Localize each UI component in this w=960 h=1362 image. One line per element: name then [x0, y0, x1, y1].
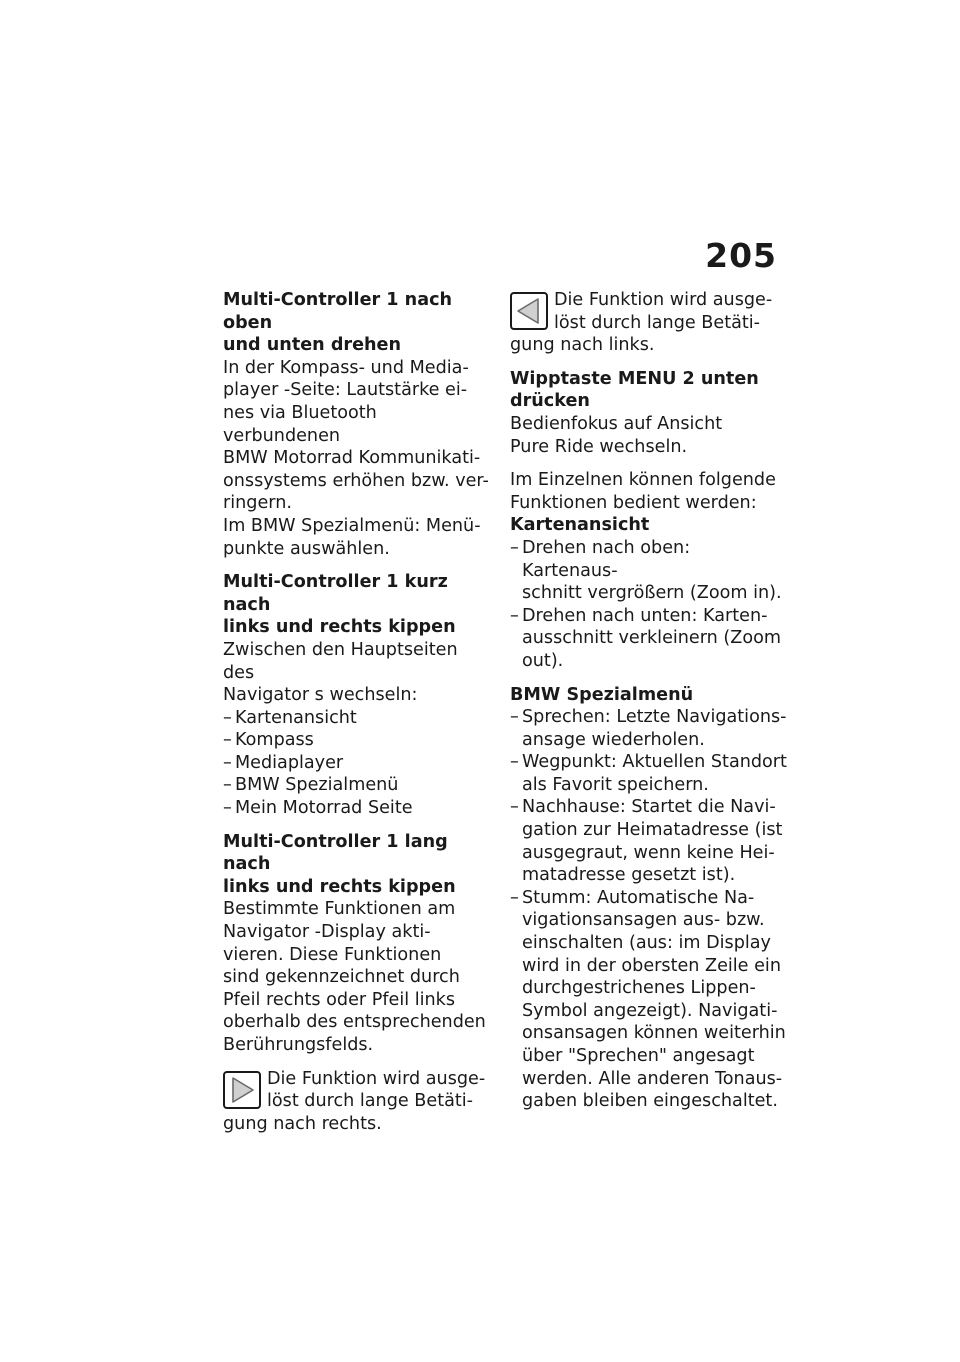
section-heading	[223, 831, 491, 899]
body-line: In der Kompass- und Media-	[223, 357, 469, 378]
heading-line: und unten drehen	[223, 335, 401, 356]
item-line: gaben bleiben eingeschaltet.	[522, 1091, 778, 1112]
note-line: löst durch lange Betäti-	[554, 312, 761, 333]
list-item	[510, 887, 790, 1113]
list-item	[510, 537, 790, 605]
item-line: out).	[522, 650, 564, 671]
section-body	[510, 469, 790, 514]
list-item: – Kartenansicht	[223, 707, 491, 730]
left-column	[223, 289, 491, 1135]
list-item: – Mein Motorrad Seite	[223, 797, 491, 820]
item-line: als Favorit speichern.	[522, 774, 709, 795]
section-functions	[510, 469, 790, 672]
item-line: – Stumm: Automatische Na-	[522, 887, 755, 908]
item-line: – Nachhause: Startet die Navi-	[522, 797, 776, 818]
item-line: wird in der obersten Zeile ein	[522, 955, 781, 976]
body-line: BMW Motorrad Kommunikati-	[223, 448, 481, 469]
note-line: gung nach links.	[510, 335, 655, 356]
section-bmw-special-menu	[510, 684, 790, 1113]
section-multi-controller-rotate	[223, 289, 491, 560]
special-menu-list	[510, 706, 790, 1113]
section-heading	[223, 289, 491, 357]
note-long-press-left	[510, 289, 790, 357]
item-line: ansage wiederholen.	[522, 729, 705, 750]
item-line: matadresse gesetzt ist).	[522, 865, 736, 886]
body-line: player -Seite: Lautstärke ei-	[223, 380, 468, 401]
item-line: durchgestrichenes Lippen-	[522, 978, 756, 999]
item-line: schnitt vergrößern (Zoom in).	[522, 583, 782, 604]
right-column	[510, 289, 790, 1113]
heading-line: links und rechts kippen	[223, 876, 456, 897]
body-line: punkte auswählen.	[223, 538, 390, 559]
heading-line: drücken	[510, 391, 590, 412]
list-item: – Kompass	[223, 729, 491, 752]
body-line: nes via Bluetooth verbundenen	[223, 402, 377, 446]
body-line: Zwischen den Hauptseiten des	[223, 639, 458, 683]
section-heading	[510, 368, 790, 413]
item-line: – Drehen nach unten: Karten-	[522, 605, 768, 626]
body-line: Berührungsfelds.	[223, 1035, 374, 1055]
arrow-right-icon	[223, 1071, 261, 1109]
body-line: Bedienfokus auf Ansicht	[510, 413, 723, 434]
section-body	[223, 898, 491, 1056]
heading-line: Multi-Controller 1 kurz nach	[223, 572, 448, 615]
note-line: Die Funktion wird ausge-	[267, 1068, 486, 1089]
body-line: oberhalb des entsprechenden	[223, 1012, 486, 1033]
section-heading: BMW Spezialmenü	[510, 684, 694, 705]
body-line: onssystems erhöhen bzw. ver-	[223, 470, 489, 491]
body-line: ringern.	[223, 493, 292, 514]
body-line: Funktionen bedient werden:	[510, 492, 757, 513]
item-line: ausschnitt verkleinern (Zoom	[522, 628, 782, 649]
body-line: Im Einzelnen können folgende	[510, 470, 776, 491]
heading-line: Multi-Controller 1 lang nach	[223, 831, 448, 875]
list-item	[510, 706, 790, 751]
section-multi-controller-short-tilt	[223, 571, 491, 820]
section-body	[223, 639, 491, 707]
list-item	[510, 751, 790, 796]
item-line: – Drehen nach oben: Kartenaus-	[522, 537, 691, 581]
heading-line: Wipptaste MENU 2 unten	[510, 368, 759, 389]
section-heading	[223, 571, 491, 639]
item-line: über "Sprechen" angesagt	[522, 1046, 755, 1066]
note-line: löst durch lange Betäti-	[267, 1091, 474, 1112]
note-line: Die Funktion wird ausge-	[554, 290, 773, 310]
item-line: – Wegpunkt: Aktuellen Standort	[522, 752, 787, 773]
body-line: Pfeil rechts oder Pfeil links	[223, 989, 456, 1010]
section-rocker-menu	[510, 368, 790, 458]
body-line: sind gekennzeichnet durch	[223, 967, 460, 988]
section-multi-controller-long-tilt	[223, 831, 491, 1057]
section-body	[510, 413, 790, 458]
body-line: Navigator s wechseln:	[223, 685, 418, 706]
item-line: vigationsansagen aus- bzw.	[522, 910, 765, 931]
item-line: ausgegraut, wenn keine Hei-	[522, 842, 775, 863]
list-item	[510, 796, 790, 886]
sub-heading: Kartenansicht	[510, 515, 650, 536]
item-line: onsansagen können weiterhin	[522, 1023, 786, 1044]
heading-line: links und rechts kippen	[223, 617, 456, 638]
body-line: vieren. Diese Funktionen	[223, 944, 442, 965]
heading-line: Multi-Controller 1 nach oben	[223, 290, 453, 333]
page-list	[223, 707, 491, 820]
list-item: – Mediaplayer	[223, 752, 491, 775]
item-line: gation zur Heimatadresse (ist	[522, 820, 783, 841]
note-line: gung nach rechts.	[223, 1113, 382, 1134]
page-number: 205	[705, 236, 777, 275]
map-function-list	[510, 537, 790, 673]
item-line: – Sprechen: Letzte Navigations-	[522, 707, 787, 728]
list-item	[510, 605, 790, 673]
section-body	[223, 357, 491, 560]
item-line: werden. Alle anderen Tonaus-	[522, 1068, 783, 1089]
body-line: Im BMW Spezialmenü: Menü-	[223, 515, 481, 536]
item-line: Symbol angezeigt). Navigati-	[522, 1000, 778, 1021]
arrow-left-icon	[510, 292, 548, 330]
item-line: einschalten (aus: im Display	[522, 933, 771, 954]
body-line: Pure Ride wechseln.	[510, 436, 688, 457]
body-line: Navigator -Display akti-	[223, 922, 431, 943]
body-line: Bestimmte Funktionen am	[223, 899, 456, 920]
note-long-press-right	[223, 1068, 491, 1136]
list-item: – BMW Spezialmenü	[223, 774, 491, 797]
